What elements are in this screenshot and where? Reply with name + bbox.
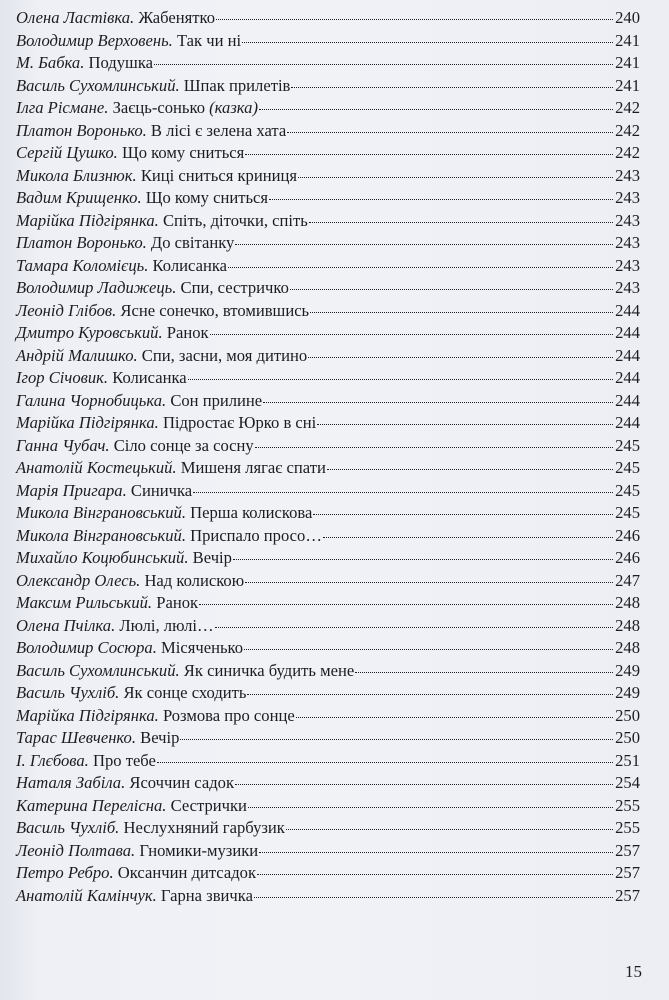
toc-author: Петро Ребро. bbox=[16, 863, 114, 882]
toc-page-number: 242 bbox=[615, 98, 640, 117]
toc-entry bbox=[16, 277, 640, 300]
toc-author: Марійка Підгірянка. bbox=[16, 413, 159, 432]
toc-page-number: 244 bbox=[615, 368, 640, 387]
toc-entry bbox=[16, 457, 640, 480]
toc-entry bbox=[16, 52, 640, 75]
dot-leader bbox=[180, 738, 613, 740]
toc-page-number: 250 bbox=[615, 705, 640, 725]
toc-page-number: 244 bbox=[615, 413, 640, 432]
dot-leader bbox=[233, 558, 613, 560]
toc-entry bbox=[16, 547, 640, 570]
toc-page-number: 241 bbox=[615, 75, 640, 95]
toc-author: Володимир Сосюра. bbox=[16, 638, 157, 657]
toc-entry bbox=[16, 120, 640, 143]
toc-page-number: 246 bbox=[615, 548, 640, 567]
toc-page-number: 242 bbox=[615, 143, 640, 162]
toc-page-number: 242 bbox=[615, 120, 640, 140]
dot-leader bbox=[313, 513, 613, 515]
toc-entry bbox=[16, 300, 640, 323]
toc-author: Леонід Глібов. bbox=[16, 300, 117, 320]
toc-entry bbox=[16, 637, 640, 660]
toc-title: Вечір bbox=[140, 728, 180, 747]
toc-entry bbox=[16, 525, 640, 548]
toc-title: Жабенятко bbox=[138, 8, 216, 27]
toc-author: Наталя Забіла. bbox=[16, 773, 126, 792]
toc-page-number: 249 bbox=[615, 660, 640, 680]
toc-title: До світанку bbox=[150, 233, 235, 252]
toc-entry bbox=[16, 502, 640, 525]
toc-title: Колисанка bbox=[152, 255, 228, 275]
toc-author: Леонід Полтава. bbox=[16, 840, 136, 860]
dot-leader bbox=[287, 131, 613, 133]
toc-title: Приспало просо… bbox=[190, 525, 322, 545]
toc-entry bbox=[16, 435, 640, 458]
dot-leader bbox=[228, 266, 613, 268]
dot-leader bbox=[216, 18, 613, 20]
toc-entry bbox=[16, 412, 640, 435]
toc-title: Сіло сонце за сосну bbox=[113, 435, 254, 455]
toc-page-number: 248 bbox=[615, 615, 640, 635]
dot-leader bbox=[355, 671, 613, 673]
toc-author: Володимир Ладижець. bbox=[16, 278, 177, 297]
toc-page-number: 244 bbox=[615, 390, 640, 410]
toc-entry bbox=[16, 75, 640, 98]
toc-title: Спи, сестричко bbox=[180, 278, 289, 297]
dot-leader bbox=[210, 333, 613, 335]
toc-title: Перша колискова bbox=[190, 503, 313, 522]
toc-author: Олена Ластівка. bbox=[16, 8, 135, 27]
toc-page-number: 257 bbox=[615, 885, 640, 905]
toc-title: Спіть, діточки, спіть bbox=[162, 210, 308, 230]
toc-author: Андрій Малишко. bbox=[16, 345, 138, 365]
toc-title: Розмова про сонце bbox=[162, 705, 295, 725]
toc-entry bbox=[16, 592, 640, 615]
toc-author: Вадим Крищенко. bbox=[16, 188, 142, 207]
page-number: 15 bbox=[625, 962, 642, 981]
dot-leader bbox=[323, 536, 613, 538]
toc-page-number: 243 bbox=[615, 233, 640, 252]
dot-leader bbox=[290, 288, 613, 290]
toc-title: Люлі, люлі… bbox=[119, 615, 214, 635]
dot-leader bbox=[309, 221, 613, 223]
toc-title: Шпак прилетів bbox=[183, 75, 291, 95]
toc-title: Синичка bbox=[130, 480, 193, 500]
dot-leader bbox=[154, 63, 613, 65]
toc-page-number: 257 bbox=[615, 863, 640, 882]
toc-author: Микола Вінграновський. bbox=[16, 525, 186, 545]
toc-title: Як сонце сходить bbox=[123, 683, 247, 702]
toc-title: Як синичка будить мене bbox=[183, 660, 355, 680]
toc-author: Ганна Чубач. bbox=[16, 435, 110, 455]
toc-page-number: 245 bbox=[615, 480, 640, 500]
toc-title: Ясоччин садок bbox=[129, 773, 235, 792]
dot-leader bbox=[259, 108, 613, 110]
toc-entry bbox=[16, 322, 640, 345]
toc-title: Так чи ні bbox=[176, 30, 242, 50]
toc-page-number: 244 bbox=[615, 323, 640, 342]
toc-author: Сергій Цушко. bbox=[16, 143, 118, 162]
toc-author: Марійка Підгірянка. bbox=[16, 210, 159, 230]
toc-entry bbox=[16, 232, 640, 255]
toc-page-number: 254 bbox=[615, 773, 640, 792]
toc-page-number: 244 bbox=[615, 345, 640, 365]
toc-title: Ранок bbox=[156, 593, 199, 612]
toc-author: Василь Сухомлинський. bbox=[16, 660, 180, 680]
toc-entry bbox=[16, 7, 640, 30]
toc-author: Василь Чухліб. bbox=[16, 818, 120, 837]
toc-author: Катерина Перелісна. bbox=[16, 795, 167, 815]
toc-title: Спи, засни, моя дитино bbox=[141, 345, 308, 365]
toc-page-number: 255 bbox=[615, 795, 640, 815]
toc-note: (казка) bbox=[209, 98, 258, 117]
toc-entry bbox=[16, 772, 640, 795]
toc-page-number: 243 bbox=[615, 165, 640, 185]
dot-leader bbox=[269, 198, 613, 200]
toc-author: Марійка Підгірянка. bbox=[16, 705, 159, 725]
toc-author: Олександр Олесь. bbox=[16, 570, 141, 590]
toc-author: Василь Сухомлинський. bbox=[16, 75, 180, 95]
toc-entry bbox=[16, 390, 640, 413]
dot-leader bbox=[286, 828, 613, 830]
dot-leader bbox=[199, 603, 613, 605]
toc-page-number: 240 bbox=[615, 8, 640, 27]
toc-entry bbox=[16, 862, 640, 885]
toc-author: Олена Пчілка. bbox=[16, 615, 116, 635]
dot-leader bbox=[310, 311, 613, 313]
toc-entry bbox=[16, 682, 640, 705]
toc-author: Анатолій Костецький. bbox=[16, 458, 177, 477]
table-of-contents bbox=[16, 7, 640, 907]
dot-leader bbox=[257, 873, 613, 875]
toc-page-number: 255 bbox=[615, 818, 640, 837]
toc-entry bbox=[16, 727, 640, 750]
toc-page-number: 245 bbox=[615, 458, 640, 477]
dot-leader bbox=[235, 243, 613, 245]
toc-entry bbox=[16, 840, 640, 863]
toc-author: Ілга Рісмане. bbox=[16, 98, 109, 117]
dot-leader bbox=[157, 761, 613, 763]
dot-leader bbox=[242, 41, 613, 43]
toc-entry bbox=[16, 367, 640, 390]
dot-leader bbox=[248, 806, 613, 808]
toc-title: Мишеня лягає спати bbox=[180, 458, 326, 477]
toc-page-number: 248 bbox=[615, 593, 640, 612]
toc-entry bbox=[16, 480, 640, 503]
toc-title: Підростає Юрко в сні bbox=[162, 413, 317, 432]
toc-page-number: 243 bbox=[615, 188, 640, 207]
toc-author: Микола Близнюк. bbox=[16, 165, 137, 185]
toc-title: Місяченько bbox=[161, 638, 244, 657]
toc-author: Анатолій Камінчук. bbox=[16, 885, 157, 905]
toc-entry bbox=[16, 142, 640, 165]
toc-page-number: 250 bbox=[615, 728, 640, 747]
toc-page-number: 257 bbox=[615, 840, 640, 860]
toc-page-number: 241 bbox=[615, 30, 640, 50]
dot-leader bbox=[254, 896, 613, 898]
toc-author: Марія Пригара. bbox=[16, 480, 127, 500]
toc-author: Тарас Шевченко. bbox=[16, 728, 136, 747]
toc-author: Платон Воронько. bbox=[16, 120, 147, 140]
toc-page-number: 247 bbox=[615, 570, 640, 590]
toc-title: Ранок bbox=[166, 323, 209, 342]
toc-author: М. Бабка. bbox=[16, 53, 85, 72]
dot-leader bbox=[247, 693, 613, 695]
dot-leader bbox=[188, 378, 613, 380]
toc-title: Що кому сниться bbox=[145, 188, 269, 207]
toc-entry bbox=[16, 97, 640, 120]
dot-leader bbox=[263, 401, 613, 403]
toc-title: Ясне сонечко, втомившись bbox=[120, 300, 310, 320]
toc-entry bbox=[16, 705, 640, 728]
toc-entry bbox=[16, 750, 640, 773]
toc-title: Гномики-музики bbox=[139, 840, 259, 860]
toc-title: Колисанка bbox=[112, 368, 187, 387]
toc-entry bbox=[16, 795, 640, 818]
toc-entry bbox=[16, 30, 640, 53]
toc-author: Платон Воронько. bbox=[16, 233, 147, 252]
dot-leader bbox=[327, 468, 613, 470]
toc-title: Оксанчин дитсадок bbox=[117, 863, 257, 882]
toc-author: Тамара Коломієць. bbox=[16, 255, 149, 275]
toc-author: Володимир Верховень. bbox=[16, 30, 173, 50]
toc-page-number: 251 bbox=[615, 750, 640, 770]
dot-leader bbox=[296, 716, 613, 718]
dot-leader bbox=[215, 626, 613, 628]
toc-author: Михайло Коцюбинський. bbox=[16, 548, 189, 567]
dot-leader bbox=[235, 783, 613, 785]
toc-title: Неслухняний гарбузик bbox=[123, 818, 285, 837]
toc-author: Микола Вінграновський. bbox=[16, 503, 186, 522]
toc-author: Дмитро Куровський. bbox=[16, 323, 163, 342]
toc-entry bbox=[16, 345, 640, 368]
dot-leader bbox=[308, 356, 613, 358]
toc-entry bbox=[16, 885, 640, 908]
toc-title: Що кому сниться bbox=[121, 143, 245, 162]
toc-title: Заєць-сонько bbox=[112, 98, 205, 117]
toc-author: Галина Чорнобицька. bbox=[16, 390, 167, 410]
toc-entry bbox=[16, 187, 640, 210]
toc-title: В лісі є зелена хата bbox=[150, 120, 287, 140]
dot-leader bbox=[244, 648, 613, 650]
toc-page-number: 249 bbox=[615, 683, 640, 702]
toc-title: Над колискою bbox=[144, 570, 245, 590]
dot-leader bbox=[193, 491, 613, 493]
toc-page-number: 243 bbox=[615, 255, 640, 275]
toc-entry bbox=[16, 570, 640, 593]
toc-title: Гарна звичка bbox=[160, 885, 253, 905]
toc-author: Максим Рильський. bbox=[16, 593, 153, 612]
dot-leader bbox=[291, 86, 613, 88]
toc-entry bbox=[16, 660, 640, 683]
toc-title: Сон прилине bbox=[170, 390, 263, 410]
toc-page-number: 245 bbox=[615, 435, 640, 455]
toc-entry bbox=[16, 255, 640, 278]
dot-leader bbox=[255, 446, 613, 448]
toc-page-number: 244 bbox=[615, 300, 640, 320]
toc-page-number: 243 bbox=[615, 210, 640, 230]
toc-entry bbox=[16, 615, 640, 638]
toc-author: І. Глєбова. bbox=[16, 750, 89, 770]
dot-leader bbox=[245, 153, 613, 155]
toc-title: Подушка bbox=[88, 53, 153, 72]
toc-page-number: 245 bbox=[615, 503, 640, 522]
toc-author: Ігор Січовик. bbox=[16, 368, 109, 387]
toc-page-number: 248 bbox=[615, 638, 640, 657]
dot-leader bbox=[245, 581, 613, 583]
toc-title: Киці сниться криниця bbox=[140, 165, 298, 185]
dot-leader bbox=[259, 851, 613, 853]
toc-title: Вечір bbox=[192, 548, 232, 567]
toc-entry bbox=[16, 165, 640, 188]
toc-page-number: 241 bbox=[615, 53, 640, 72]
toc-page-number: 246 bbox=[615, 525, 640, 545]
dot-leader bbox=[298, 176, 613, 178]
toc-author: Василь Чухліб. bbox=[16, 683, 120, 702]
toc-entry bbox=[16, 817, 640, 840]
toc-entry bbox=[16, 210, 640, 233]
toc-page-number: 243 bbox=[615, 278, 640, 297]
dot-leader bbox=[317, 423, 613, 425]
toc-title: Сестрички bbox=[170, 795, 247, 815]
toc-title: Про тебе bbox=[92, 750, 156, 770]
